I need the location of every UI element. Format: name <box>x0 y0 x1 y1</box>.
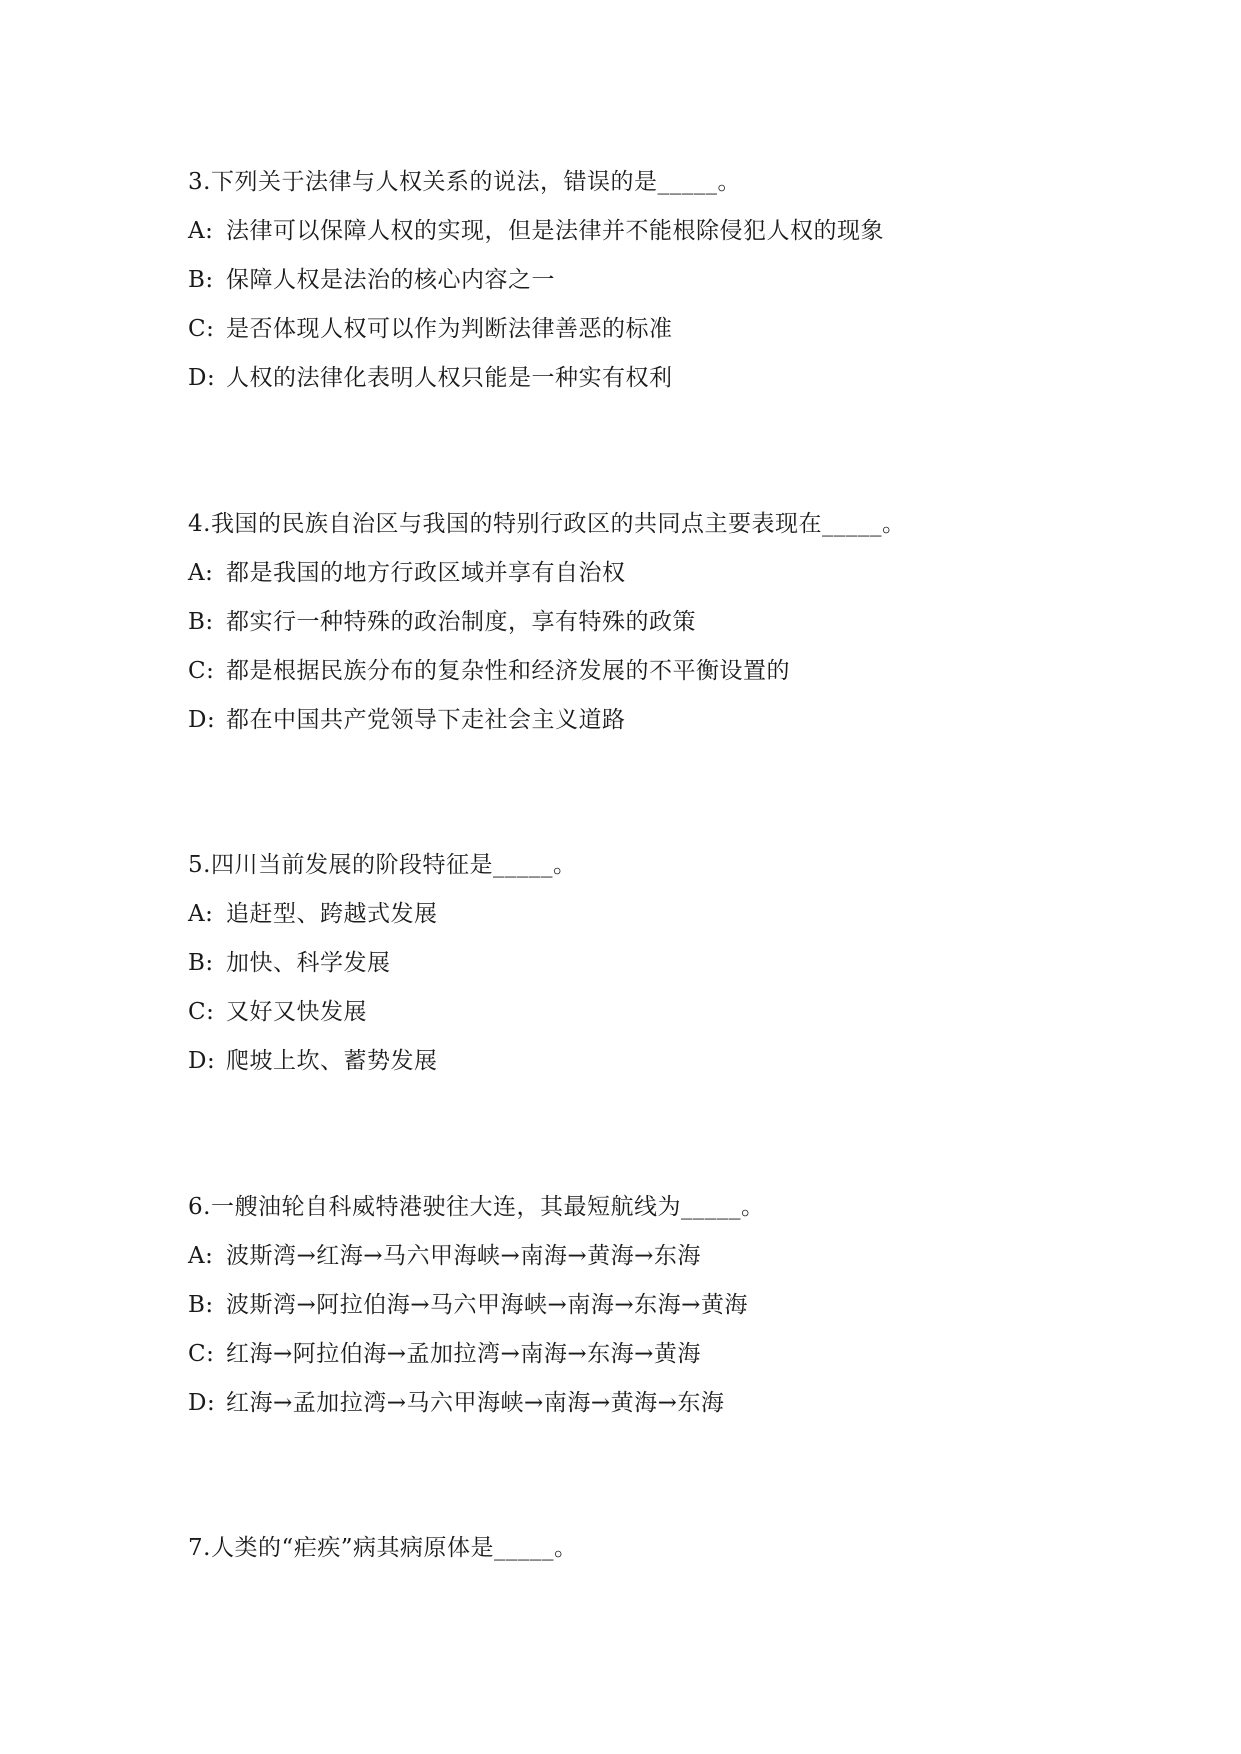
option-letter: B: <box>188 267 214 293</box>
option-text: 都实行一种特殊的政治制度，享有特殊的政策 <box>226 609 696 635</box>
option-letter: B: <box>188 609 214 635</box>
option-a <box>188 549 1148 598</box>
question-7 <box>188 1524 1148 1573</box>
option-b <box>188 256 1148 305</box>
option-letter: A: <box>188 218 214 244</box>
option-text: 都是我国的地方行政区域并享有自治权 <box>226 560 626 586</box>
option-letter: B: <box>188 1292 214 1318</box>
option-c <box>188 1330 1148 1379</box>
option-text: 加快、科学发展 <box>226 950 391 976</box>
option-letter: A: <box>188 901 214 927</box>
option-letter: B: <box>188 950 214 976</box>
option-letter: C: <box>188 658 215 684</box>
option-c <box>188 647 1148 696</box>
option-letter: C: <box>188 1341 215 1367</box>
option-d <box>188 1379 1148 1428</box>
question-5 <box>188 841 1148 1086</box>
question-stem: 7.人类的“疟疾”病其病原体是_____。 <box>188 1535 578 1561</box>
option-b <box>188 598 1148 647</box>
option-b <box>188 939 1148 988</box>
option-text: 保障人权是法治的核心内容之一 <box>226 267 555 293</box>
option-text: 爬坡上坎、蓄势发展 <box>226 1048 438 1074</box>
option-letter: C: <box>188 999 215 1025</box>
question-6 <box>188 1183 1148 1428</box>
question-stem: 5.四川当前发展的阶段特征是_____。 <box>188 852 577 878</box>
option-text: 红海→孟加拉湾→马六甲海峡→南海→黄海→东海 <box>226 1390 725 1416</box>
question-stem: 3.下列关于法律与人权关系的说法，错误的是_____。 <box>188 169 741 195</box>
option-d <box>188 1037 1148 1086</box>
option-d <box>188 696 1148 745</box>
option-text: 红海→阿拉伯海→孟加拉湾→南海→东海→黄海 <box>226 1341 701 1367</box>
option-c <box>188 988 1148 1037</box>
option-a <box>188 890 1148 939</box>
option-text: 都在中国共产党领导下走社会主义道路 <box>226 707 626 733</box>
option-b <box>188 1281 1148 1330</box>
option-letter: D: <box>188 1048 216 1074</box>
option-text: 波斯湾→阿拉伯海→马六甲海峡→南海→东海→黄海 <box>226 1292 748 1318</box>
option-text: 人权的法律化表明人权只能是一种实有权利 <box>226 365 673 391</box>
option-a <box>188 207 1148 256</box>
question-stem: 4.我国的民族自治区与我国的特别行政区的共同点主要表现在_____。 <box>188 511 906 537</box>
option-text: 都是根据民族分布的复杂性和经济发展的不平衡设置的 <box>226 658 790 684</box>
option-letter: D: <box>188 1390 216 1416</box>
option-text: 又好又快发展 <box>226 999 367 1025</box>
question-3 <box>188 158 1148 403</box>
option-text: 是否体现人权可以作为判断法律善恶的标准 <box>226 316 673 342</box>
option-letter: A: <box>188 1243 214 1269</box>
option-a <box>188 1232 1148 1281</box>
option-text: 波斯湾→红海→马六甲海峡→南海→黄海→东海 <box>226 1243 701 1269</box>
option-c <box>188 305 1148 354</box>
option-d <box>188 354 1148 403</box>
option-letter: D: <box>188 365 216 391</box>
option-text: 追赶型、跨越式发展 <box>226 901 438 927</box>
question-stem: 6.一艘油轮自科威特港驶往大连，其最短航线为_____。 <box>188 1194 765 1220</box>
option-letter: A: <box>188 560 214 586</box>
option-text: 法律可以保障人权的实现，但是法律并不能根除侵犯人权的现象 <box>226 218 884 244</box>
question-4 <box>188 500 1148 745</box>
option-letter: D: <box>188 707 216 733</box>
option-letter: C: <box>188 316 215 342</box>
